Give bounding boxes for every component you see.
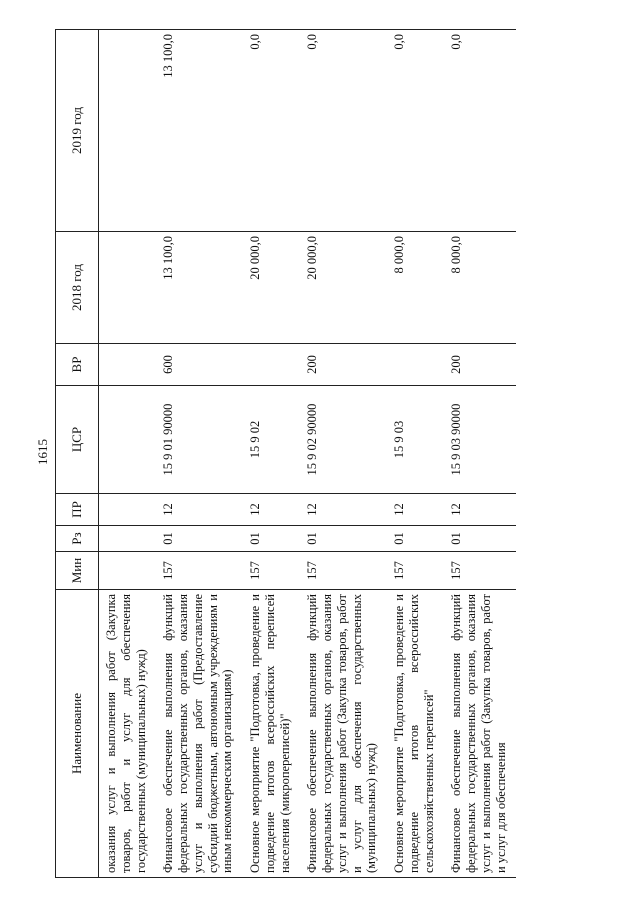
row-2019: 13 100,0 [156, 30, 243, 232]
row-vr [387, 344, 444, 386]
row-name: Основное мероприятие "Подготовка, проведение и подведение итогов всероссийских сельскохозяйственных переписей" [387, 590, 444, 878]
row-csr: 15 9 03 90000 [444, 386, 516, 494]
header-2019: 2019 год [56, 30, 99, 232]
table-row [300, 30, 387, 878]
row-rz: 01 [387, 526, 444, 552]
row-2018: 8 000,0 [444, 232, 516, 344]
row-2018: 13 100,0 [156, 232, 243, 344]
budget-table [55, 29, 516, 878]
row-vr [99, 344, 157, 386]
header-csr: ЦСР [56, 386, 99, 494]
header-pr: ПР [56, 494, 99, 526]
row-csr: 15 9 01 90000 [156, 386, 243, 494]
row-2019: 0,0 [387, 30, 444, 232]
row-vr: 200 [444, 344, 516, 386]
budget-sheet [55, 30, 595, 878]
header-rz: Рз [56, 526, 99, 552]
row-min: 157 [444, 552, 516, 590]
row-csr: 15 9 02 90000 [300, 386, 387, 494]
row-pr: 12 [300, 494, 387, 526]
row-name: Финансовое обеспечение выполнения функций федеральных государственных органов, оказания услуг и выполнения работ (Закупка товаров, работ и услуг для обеспечения [444, 590, 516, 878]
row-csr: 15 9 03 [387, 386, 444, 494]
page-number: 1615 [35, 439, 50, 465]
header-2018: 2018 год [56, 232, 99, 344]
row-min: 157 [156, 552, 243, 590]
row-2018: 20 000,0 [300, 232, 387, 344]
row-name: Финансовое обеспечение выполнения функций федеральных государственных органов, оказания услуг и выполнения работ (Предоставление субсидий бюджетным, автономным учреждениям и иным некоммерческим организациям) [156, 590, 243, 878]
table-header-row [56, 30, 99, 878]
header-min: Мин [56, 552, 99, 590]
row-vr: 200 [300, 344, 387, 386]
row-rz: 01 [300, 526, 387, 552]
row-2018 [99, 232, 157, 344]
table-row [99, 30, 157, 878]
row-pr: 12 [387, 494, 444, 526]
row-min: 157 [300, 552, 387, 590]
row-2018: 8 000,0 [387, 232, 444, 344]
table-row [243, 30, 300, 878]
row-name: оказания услуг и выполнения работ (Закупка товаров, работ и услуг для обеспечения государственных (муниципальных) нужд) [99, 590, 157, 878]
row-min: 157 [387, 552, 444, 590]
row-rz: 01 [243, 526, 300, 552]
row-2019: 0,0 [444, 30, 516, 232]
row-csr: 15 9 02 [243, 386, 300, 494]
row-2019: 0,0 [243, 30, 300, 232]
row-pr: 12 [444, 494, 516, 526]
row-vr: 600 [156, 344, 243, 386]
row-2019 [99, 30, 157, 232]
row-2019: 0,0 [300, 30, 387, 232]
row-name: Финансовое обеспечение выполнения функций федеральных государственных органов, оказания услуг и выполнения работ (Закупка товаров, работ и услуг для обеспечения государственных (муниципальных) нужд) [300, 590, 387, 878]
table-row [387, 30, 444, 878]
row-2018: 20 000,0 [243, 232, 300, 344]
row-rz: 01 [444, 526, 516, 552]
row-name: Основное мероприятие "Подготовка, проведение и подведение итогов всероссийских переписей населения (микропереписей)" [243, 590, 300, 878]
row-rz: 01 [156, 526, 243, 552]
row-min: 157 [243, 552, 300, 590]
header-name: Наименование [56, 590, 99, 878]
row-csr [99, 386, 157, 494]
header-vr: ВР [56, 344, 99, 386]
table-row [156, 30, 243, 878]
row-pr: 12 [243, 494, 300, 526]
row-pr [99, 494, 157, 526]
row-pr: 12 [156, 494, 243, 526]
row-rz [99, 526, 157, 552]
row-vr [243, 344, 300, 386]
table-row [444, 30, 516, 878]
row-min [99, 552, 157, 590]
